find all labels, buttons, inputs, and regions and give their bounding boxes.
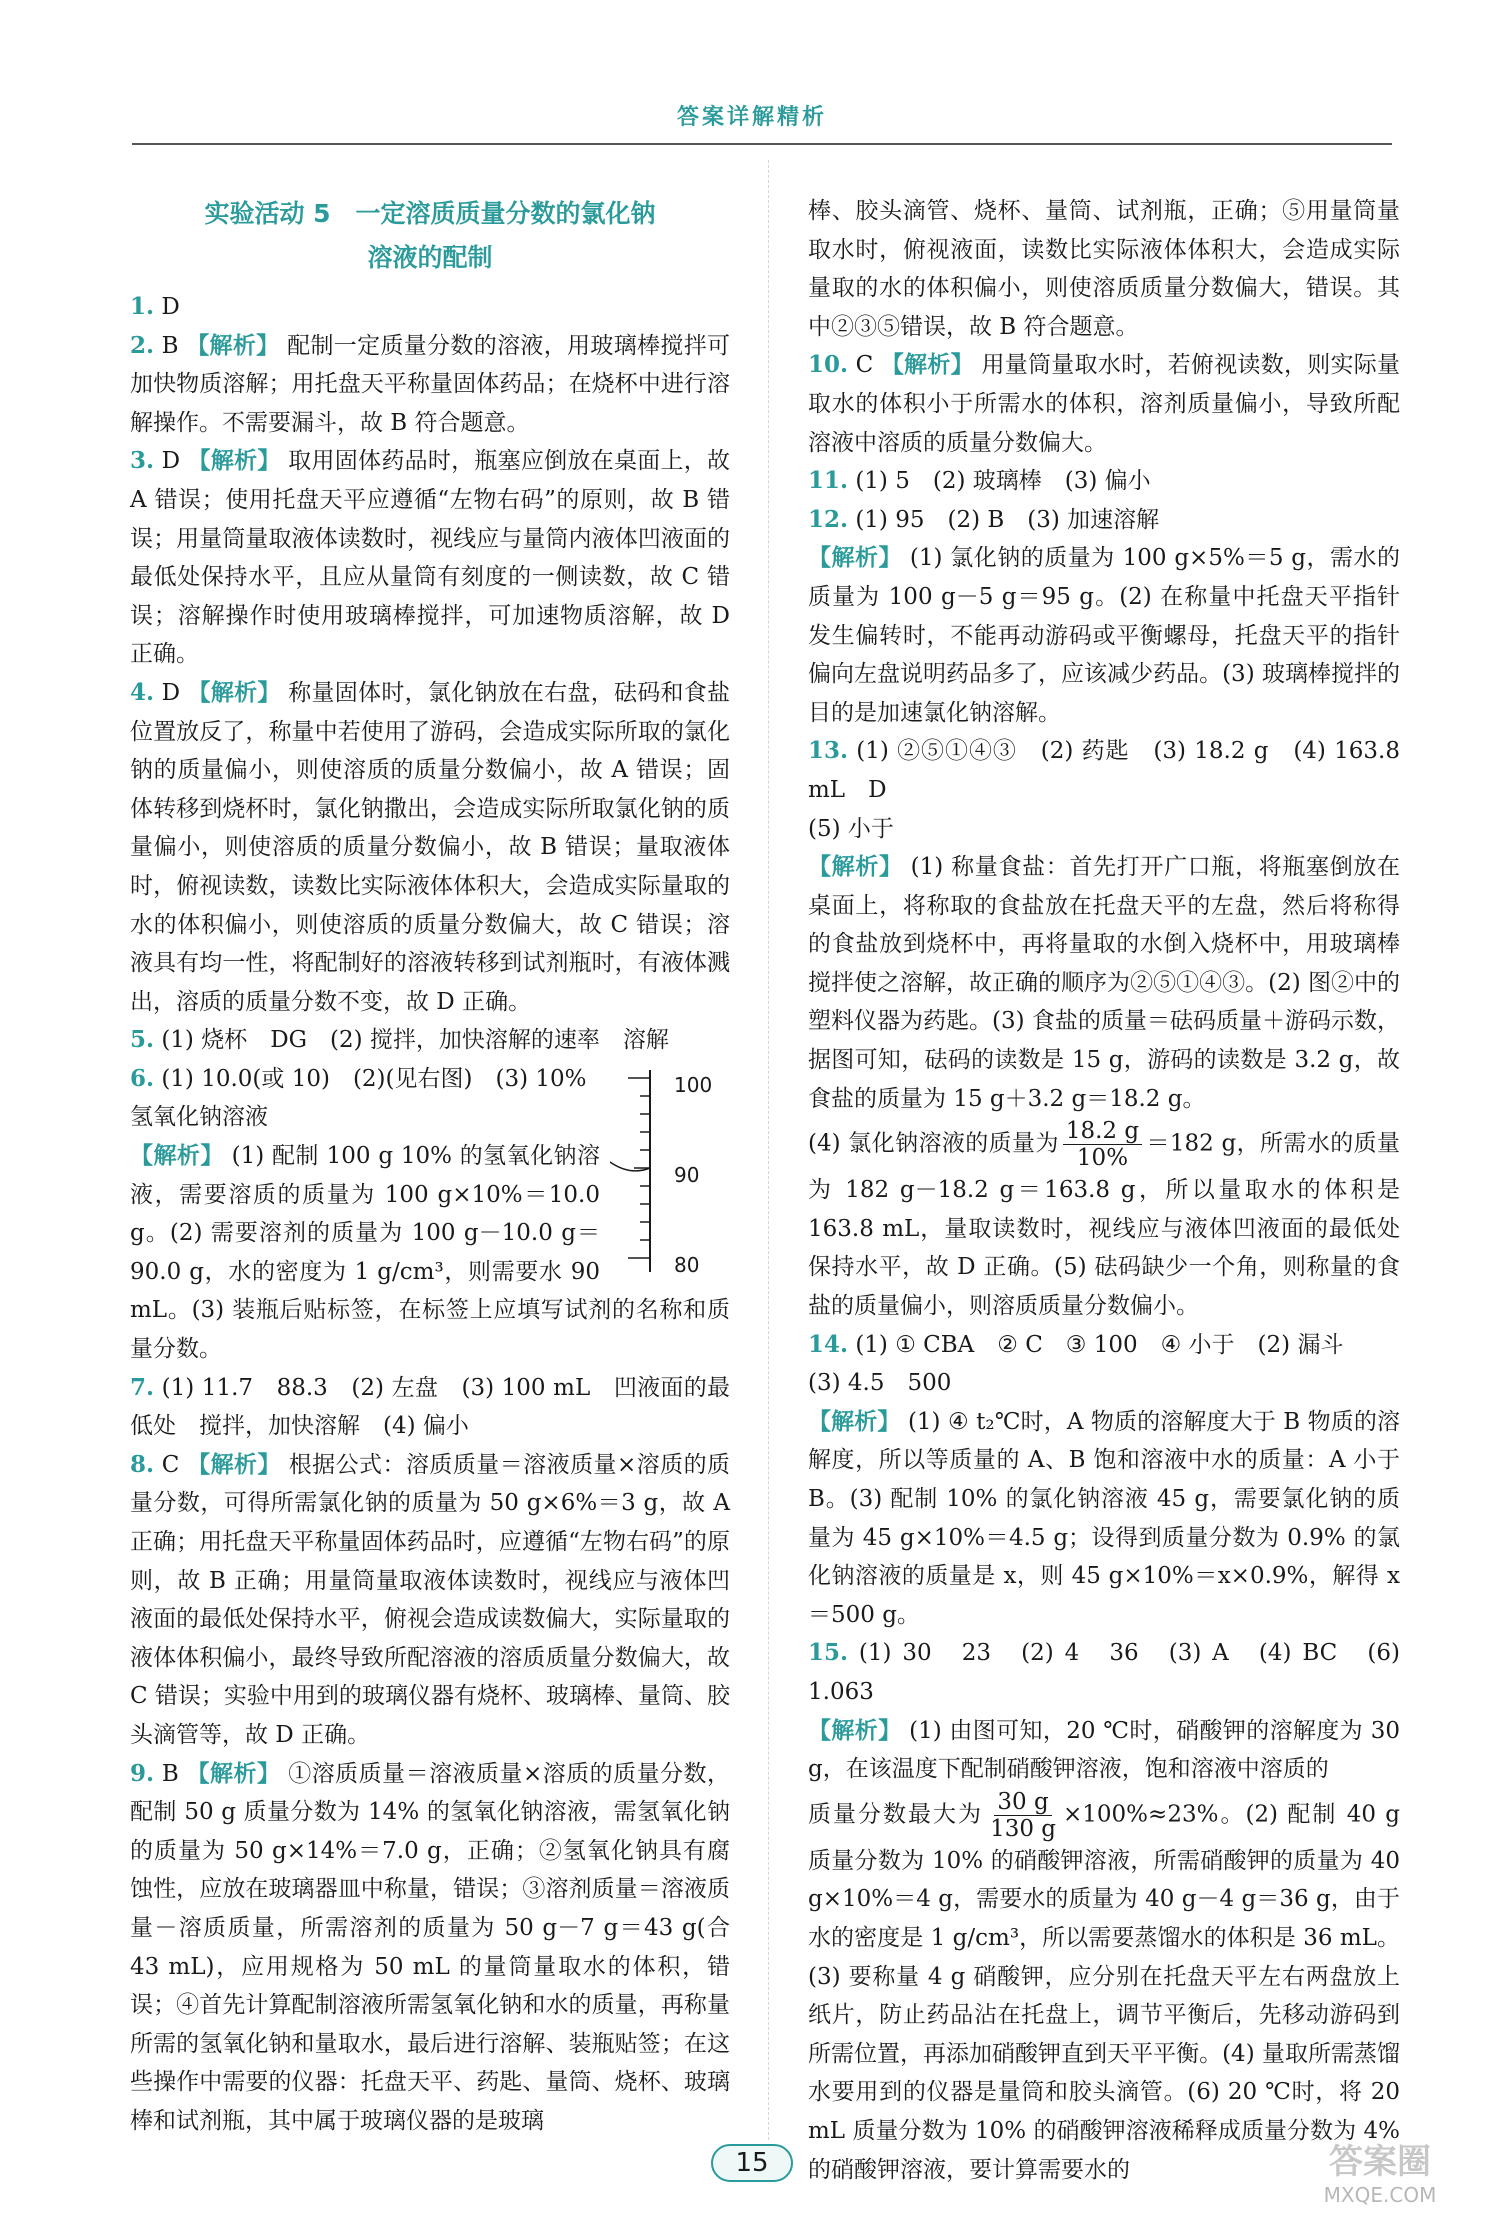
cylinder-label-100: 100 [674, 1072, 713, 1097]
analysis-tag: 【解析】 [880, 351, 974, 379]
fraction-numerator: 18.2 g [1063, 1118, 1142, 1145]
analysis-tag: 【解析】 [187, 678, 281, 706]
item-analysis-pre: 质量分数最大为 [808, 1801, 984, 1828]
item-analysis: 根据公式：溶质质量＝溶液质量×溶质的质量分数，可得所需氯化钠的质量为 50 g×6%＝3 g，故 A 正确；用托盘天平称量固体药品时，应遵循“左物右码”的原则，故 B 正确；用量筒量取液体读数时，视线应与液体凹液面的最低处保持水平，俯视会造成读数偏大，实际量取的液体体积偏小，最终导致所配溶液的溶质质量分数偏大，故 C 错误；实验中用到的玻璃仪器有烧杯、玻璃棒、量筒、胶头滴管等，故 D 正确。 [130, 1451, 731, 1748]
cylinder-icon [610, 1066, 670, 1276]
answer-item-15 [808, 1634, 1400, 2189]
answer-item-11 [808, 462, 1400, 501]
item-analysis: (1) 氯化钠的质量为 100 g×5%＝5 g，需水的质量为 100 g－5 g＝95 g。(2) 在称量中托盘天平指针发生偏转时，不能再动游码或平衡螺母，托盘天平的指针偏向左盘说明药品多了，应该减少药品。(3) 玻璃棒搅拌的目的是加速氯化钠溶解。 [808, 545, 1401, 726]
item-analysis-post: ×100%≈23%。(2) 配制 40 g 质量分数为 10% 的硝酸钾溶液，所需硝酸钾的质量为 40 g×10%＝4 g，需要水的质量为 40 g－4 g＝36 g，由于水的密度是 1 g/cm³，所以需要蒸馏水的体积是 36 mL。(3) 要称量 4 g 硝酸钾，应分别在托盘天平左右两盘放上纸片，防止药品沾在托盘上，调节平衡后，先移动游码到所需位置，再添加硝酸钾直到天平平衡。(4) 量取所需蒸馏水要用到的仪器是量筒和胶头滴管。(6) 20 ℃时，将 20 mL 质量分数为 10% 的硝酸钾溶液稀释成质量分数为 4% 的硝酸钾溶液，要计算需要水的 [808, 1801, 1401, 2183]
section-title-line-2: 溶液的配制 [367, 243, 493, 272]
answer-item-3 [130, 442, 730, 674]
item-answer: (1) ②⑤①④③ (2) 药匙 (3) 18.2 g (4) 163.8 mL D [808, 738, 1401, 803]
item-analysis-pre: (4) 氯化钠溶液的质量为 [808, 1130, 1059, 1157]
answer-item-7 [130, 1369, 730, 1446]
item-analysis: ①溶质质量＝溶液质量×溶质的质量分数，配制 50 g 质量分数为 14% 的氢氧化钠溶液，需氢氧化钠的质量为 50 g×14%＝7.0 g，正确；②氢氧化钠具有腐蚀性，应放在玻璃器皿中称量，错误；③溶剂质量＝溶液质量－溶质质量，所需溶剂的质量为 50 g－7 g＝43 g(合 43 mL)，应用规格为 50 mL 的量筒量取水的体积，错误；④首先计算配制溶液所需氢氧化钠和水的质量，再称量所需的氢氧化钠和量取水，最后进行溶解、装瓶贴签；在这些操作中需要的仪器：托盘天平、药匙、量筒、烧杯、玻璃棒和试剂瓶，其中属于玻璃仪器的是玻璃 [130, 1760, 731, 2134]
item-analysis: 取用固体药品时，瓶塞应倒放在桌面上，故 A 错误；使用托盘天平应遵循“左物右码”的原则，故 B 错误；用量筒量取液体读数时，视线应与量筒内液体凹液面的最低处保持水平，且应从量筒有刻度的一侧读数，故 C 错误；溶解操作时使用玻璃棒搅拌，可加速物质溶解，故 D 正确。 [130, 448, 731, 668]
item-number: 9. [130, 1759, 155, 1787]
answer-item-10 [808, 346, 1400, 462]
item-number: 6. [130, 1064, 155, 1092]
right-column [808, 192, 1400, 2189]
analysis-tag: 【解析】 [187, 447, 281, 475]
left-column [130, 192, 730, 2141]
answer-item-14 [808, 1326, 1400, 1635]
item-number: 3. [130, 447, 155, 475]
item-analysis: (1) 称量食盐：首先打开广口瓶，将瓶塞倒放在桌面上，将称取的食盐放在托盘天平的左盘，然后将称得的食盐放到烧杯中，再将量取的水倒入烧杯中，用玻璃棒搅拌使之溶解，故正确的顺序为②⑤①④③。(2) 图②中的塑料仪器为药匙。(3) 食盐的质量＝砝码质量＋游码示数，据图可知，砝码的读数是 15 g，游码的读数是 3.2 g，故食盐的质量为 15 g＋3.2 g＝18.2 g。 [808, 854, 1401, 1112]
item-number: 4. [130, 678, 155, 706]
fraction [1063, 1118, 1142, 1171]
analysis-tag: 【解析】 [186, 1759, 281, 1787]
answer-item-9-continued [808, 192, 1400, 346]
item-answer: B [161, 1760, 179, 1787]
item-answer: C [161, 1451, 180, 1478]
cylinder-label-80: 80 [674, 1252, 700, 1277]
graduated-cylinder-figure [610, 1066, 730, 1276]
analysis-tag: 【解析】 [808, 1407, 901, 1435]
fraction-denominator: 130 g [990, 1815, 1057, 1842]
item-analysis: (1) ④ t₂℃时，A 物质的溶解度大于 B 物质的溶解度，所以等质量的 A、B 饱和溶液中水的质量：A 小于 B。(3) 配制 10% 的氯化钠溶液 45 g，需要氯化钠的质量为 45 g×10%＝4.5 g；设得到质量分数为 0.9% 的氯化钠溶液的质量是 x，则 45 g×10%＝x×0.9%，解得 x＝500 g。 [808, 1408, 1400, 1628]
answer-item-5 [130, 1021, 730, 1060]
cylinder-label-90: 90 [674, 1162, 700, 1187]
answer-item-9 [130, 1755, 730, 2141]
watermark-logo [1290, 2140, 1470, 2210]
item-number: 12. [808, 505, 849, 533]
item-number: 11. [808, 467, 849, 495]
analysis-tag: 【解析】 [808, 544, 903, 572]
section-title-line-1: 实验活动 5 一定溶质质量分数的氯化钠 [204, 199, 656, 228]
answer-item-1 [130, 288, 730, 327]
item-number: 14. [808, 1330, 849, 1358]
answer-item-4 [130, 674, 730, 1021]
analysis-tag: 【解析】 [808, 1716, 902, 1744]
item-analysis-post: ＝182 g，所需水的质量为 182 g－18.2 g＝163.8 g，所以量取水的体积是 163.8 mL，量取读数时，视线应与液体凹液面的最低处保持水平，故 D 正确。(5) 砝码缺少一个角，则称量的食盐的质量偏小，则溶质质量分数偏小。 [808, 1130, 1401, 1320]
fraction-numerator: 30 g [994, 1789, 1051, 1816]
column-divider [768, 160, 769, 2140]
item-number: 7. [130, 1373, 155, 1401]
page-number: 15 [711, 2144, 792, 2182]
item-answer: D [161, 679, 181, 706]
fraction [987, 1789, 1059, 1842]
item-analysis: (1) 配制 100 g 10% 的氢氧化钠溶液，需要溶质的质量为 100 g×10%＝10.0 g。(2) 需要溶剂的质量为 100 g－10.0 g＝90.0 g，水的密度为 1 g/cm³，则需要水 90 mL。(3) 装瓶后贴标签，在标签上应填写试剂的名称和质量分数。 [130, 1143, 730, 1363]
item-answer: D [161, 448, 181, 475]
item-answer: (1) 11.7 88.3 (2) 左盘 (3) 100 mL 凹液面的最低处 搅拌，加快溶解 (4) 偏小 [130, 1374, 731, 1440]
item-answer: (1) 95 (2) B (3) 加速溶解 [855, 506, 1160, 533]
item-answer-cont: (5) 小于 [808, 815, 894, 842]
item-analysis: (1) 由图可知，20 ℃时，硝酸钾的溶解度为 30 g，在该温度下配制硝酸钾溶液，饱和溶液中溶质的 [808, 1717, 1400, 1783]
watermark-text: 答案圈 [1329, 2142, 1431, 2182]
item-answer: D [161, 294, 180, 320]
header-divider [132, 143, 1392, 145]
analysis-tag: 【解析】 [808, 853, 903, 881]
answer-item-2 [130, 327, 730, 443]
item-answer: B [161, 332, 179, 359]
analysis-tag: 【解析】 [130, 1142, 224, 1170]
analysis-tag: 【解析】 [186, 331, 280, 359]
item-number: 5. [130, 1026, 155, 1054]
item-number: 10. [808, 351, 849, 379]
item-answer-cont: (3) 4.5 500 [808, 1370, 952, 1397]
item-number: 15. [808, 1639, 849, 1667]
page-number-badge [0, 2144, 1504, 2182]
answer-item-12 [808, 501, 1400, 733]
answer-item-6 [130, 1060, 730, 1369]
item-analysis: 棒、胶头滴管、烧杯、量筒、试剂瓶，正确；⑤用量筒量取水时，俯视液面，读数比实际液体体积大，会造成实际量取的水的体积偏小，则使溶质质量分数偏大，错误。其中②③⑤错误，故 B 符合题意。 [808, 198, 1400, 340]
item-number: 1. [130, 293, 155, 320]
item-answer-cont: 氢氧化钠溶液 [130, 1104, 268, 1131]
item-analysis: 用量筒量取水时，若俯视读数，则实际量取水的体积小于所需水的体积，溶剂质量偏小，导致所配溶液中溶质的质量分数偏大。 [808, 352, 1401, 456]
item-answer: (1) 烧杯 DG (2) 搅拌，加快溶解的速率 溶解 [161, 1027, 669, 1054]
answer-item-13 [808, 732, 1400, 1325]
watermark-url: MXQE.COM [1323, 2183, 1437, 2207]
item-answer: (1) 10.0(或 10) (2)(见右图) (3) 10% [161, 1065, 587, 1092]
item-number: 8. [130, 1450, 155, 1478]
item-number: 2. [130, 331, 155, 359]
analysis-tag: 【解析】 [187, 1450, 281, 1478]
item-answer: (1) ① CBA ② C ③ 100 ④ 小于 (2) 漏斗 [855, 1331, 1344, 1358]
item-number: 13. [808, 737, 849, 765]
item-answer: (1) 30 23 (2) 4 36 (3) A (4) BC (6) 1.063 [808, 1640, 1400, 1705]
item-analysis: 配制一定质量分数的溶液，用玻璃棒搅拌可加快物质溶解；用托盘天平称量固体药品；在烧杯中进行溶解操作。不需要漏斗，故 B 符合题意。 [130, 332, 731, 436]
answer-item-8 [130, 1446, 730, 1755]
page-header-title: 答案详解精析 [676, 105, 827, 130]
item-answer: C [855, 352, 874, 379]
section-title [130, 192, 730, 280]
item-analysis: 称量固体时，氯化钠放在右盘，砝码和食盐位置放反了，称量中若使用了游码，会造成实际所取的氯化钠的质量偏小，则使溶质的质量分数偏小，故 A 错误；固体转移到烧杯时，氯化钠撒出，会造成实际所取氯化钠的质量偏小，则使溶质的质量分数偏小，故 B 错误；量取液体时，俯视读数，读数比实际液体体积大，会造成实际量取的水的体积偏小，则使溶质的质量分数偏大，故 C 错误；溶液具有均一性，将配制好的溶液转移到试剂瓶时，有液体溅出，溶质的质量分数不变，故 D 正确。 [130, 679, 731, 1015]
item-answer: (1) 5 (2) 玻璃棒 (3) 偏小 [855, 468, 1151, 495]
fraction-denominator: 10% [1076, 1145, 1129, 1172]
